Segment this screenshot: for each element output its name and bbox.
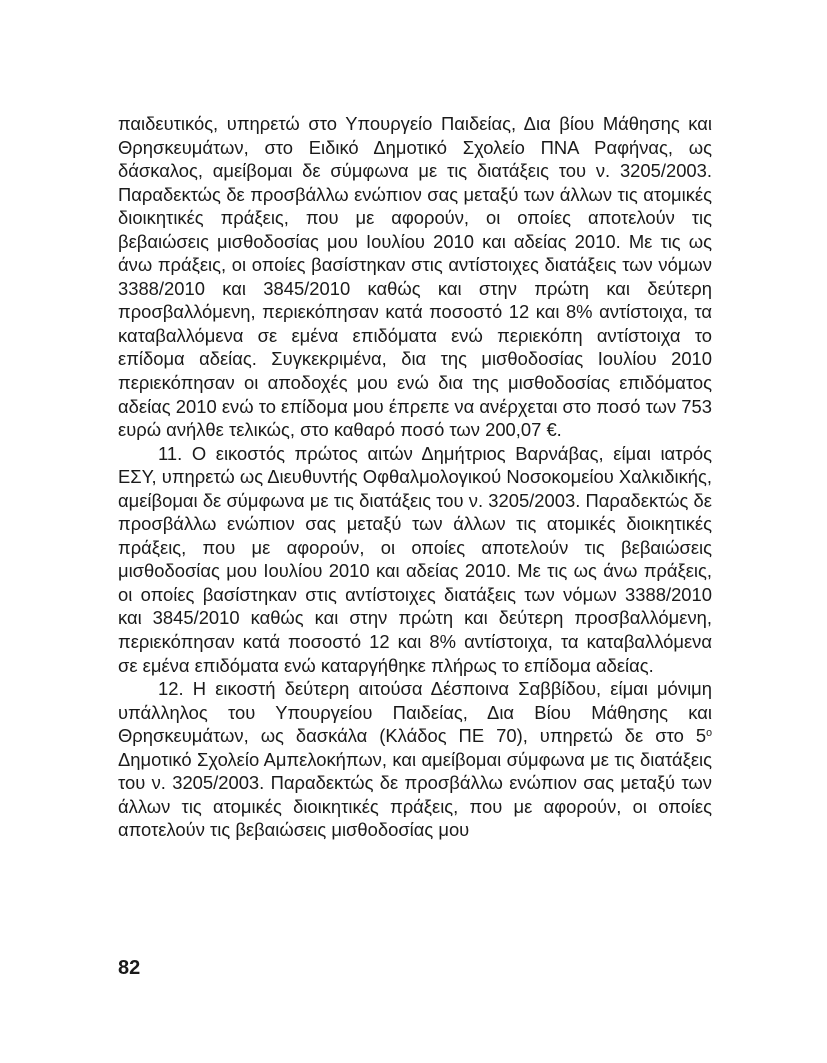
paragraph-item-11: 11. Ο εικοστός πρώτος αιτών Δημήτριος Βαρνάβας, είμαι ιατρός ΕΣΥ, υπηρετώ ως Διευθυντής Οφθαλμολογικού Νοσοκομείου Χαλκιδικής, αμείβομαι δε σύμφωνα με τις διατάξεις του ν. 3205/2003. Παραδεκτώς δε προσβάλλω ενώπιον σας μεταξύ των άλλων τις ατομικές διοικητικές πράξεις, που με αφορούν, οι οποίες αποτελούν τις βεβαιώσεις μισθοδοσίας μου Ιουλίου 2010 και αδείας 2010. Με τις ως άνω πράξεις, οι οποίες βασίστηκαν στις αντίστοιχες διατάξεις των νόμων 3388/2010 και 3845/2010 καθώς και στην πρώτη και δεύτερη προσβαλλόμενη, περιεκόπησαν κατά ποσοστό 12 και 8% αντίστοιχα, τα καταβαλλόμενα σε εμένα επιδόματα ενώ καταργήθηκε πλήρως το επίδομα αδείας. — [118, 442, 712, 676]
paragraph-item-12-text-before: 12. Η εικοστή δεύτερη αιτούσα Δέσποινα Σαββίδου, είμαι μόνιμη υπάλληλος του Υπουργείου Παιδείας, Δια Βίου Μάθησης και Θρησκευμάτων, ως δασκάλα (Κλάδος ΠΕ 70), υπηρετώ δε στο 5 — [118, 678, 712, 747]
page-number: 82 — [118, 957, 141, 979]
document-body — [118, 112, 712, 842]
paragraph-item-12-text-after: Δημοτικό Σχολείο Αμπελοκήπων, και αμείβομαι σύμφωνα με τις διατάξεις του ν. 3205/2003. Παραδεκτώς δε προσβάλλω ενώπιον σας μεταξύ των άλλων τις ατομικές διοικητικές πράξεις, που με αφορούν, οι οποίες αποτελούν τις βεβαιώσεις μισθοδοσίας μου — [118, 748, 712, 841]
paragraph-item-12 — [118, 677, 712, 842]
paragraph-continuation: παιδευτικός, υπηρετώ στο Υπουργείο Παιδείας, Δια βίου Μάθησης και Θρησκευμάτων, στο Ειδικό Δημοτικό Σχολείο ΠΝΑ Ραφήνας, ως δάσκαλος, αμείβομαι δε σύμφωνα με τις διατάξεις του ν. 3205/2003. Παραδεκτώς δε προσβάλλω ενώπιον σας μεταξύ των άλλων τις ατομικές διοικητικές πράξεις, που με αφορούν, οι οποίες αποτελούν τις βεβαιώσεις μισθοδοσίας μου Ιουλίου 2010 και αδείας 2010. Με τις ως άνω πράξεις, οι οποίες βασίστηκαν στις αντίστοιχες διατάξεις των νόμων 3388/2010 και 3845/2010 καθώς και στην πρώτη και δεύτερη προσβαλλόμενη, περιεκόπησαν κατά ποσοστό 12 και 8% αντίστοιχα, τα καταβαλλόμενα σε εμένα επιδόματα ενώ περιεκόπη αντίστοιχα το επίδομα αδείας. Συγκεκριμένα, δια της μισθοδοσίας Ιουλίου 2010 περιεκόπησαν οι αποδοχές μου ενώ δια της μισθοδοσίας επιδόματος αδείας 2010 ενώ το επίδομα μου έπρεπε να ανέρχεται στο ποσό των 753 ευρώ ανήλθε τελικώς, στο καθαρό ποσό των 200,07 €. — [118, 113, 712, 441]
ordinal-superscript: ο — [706, 727, 712, 740]
